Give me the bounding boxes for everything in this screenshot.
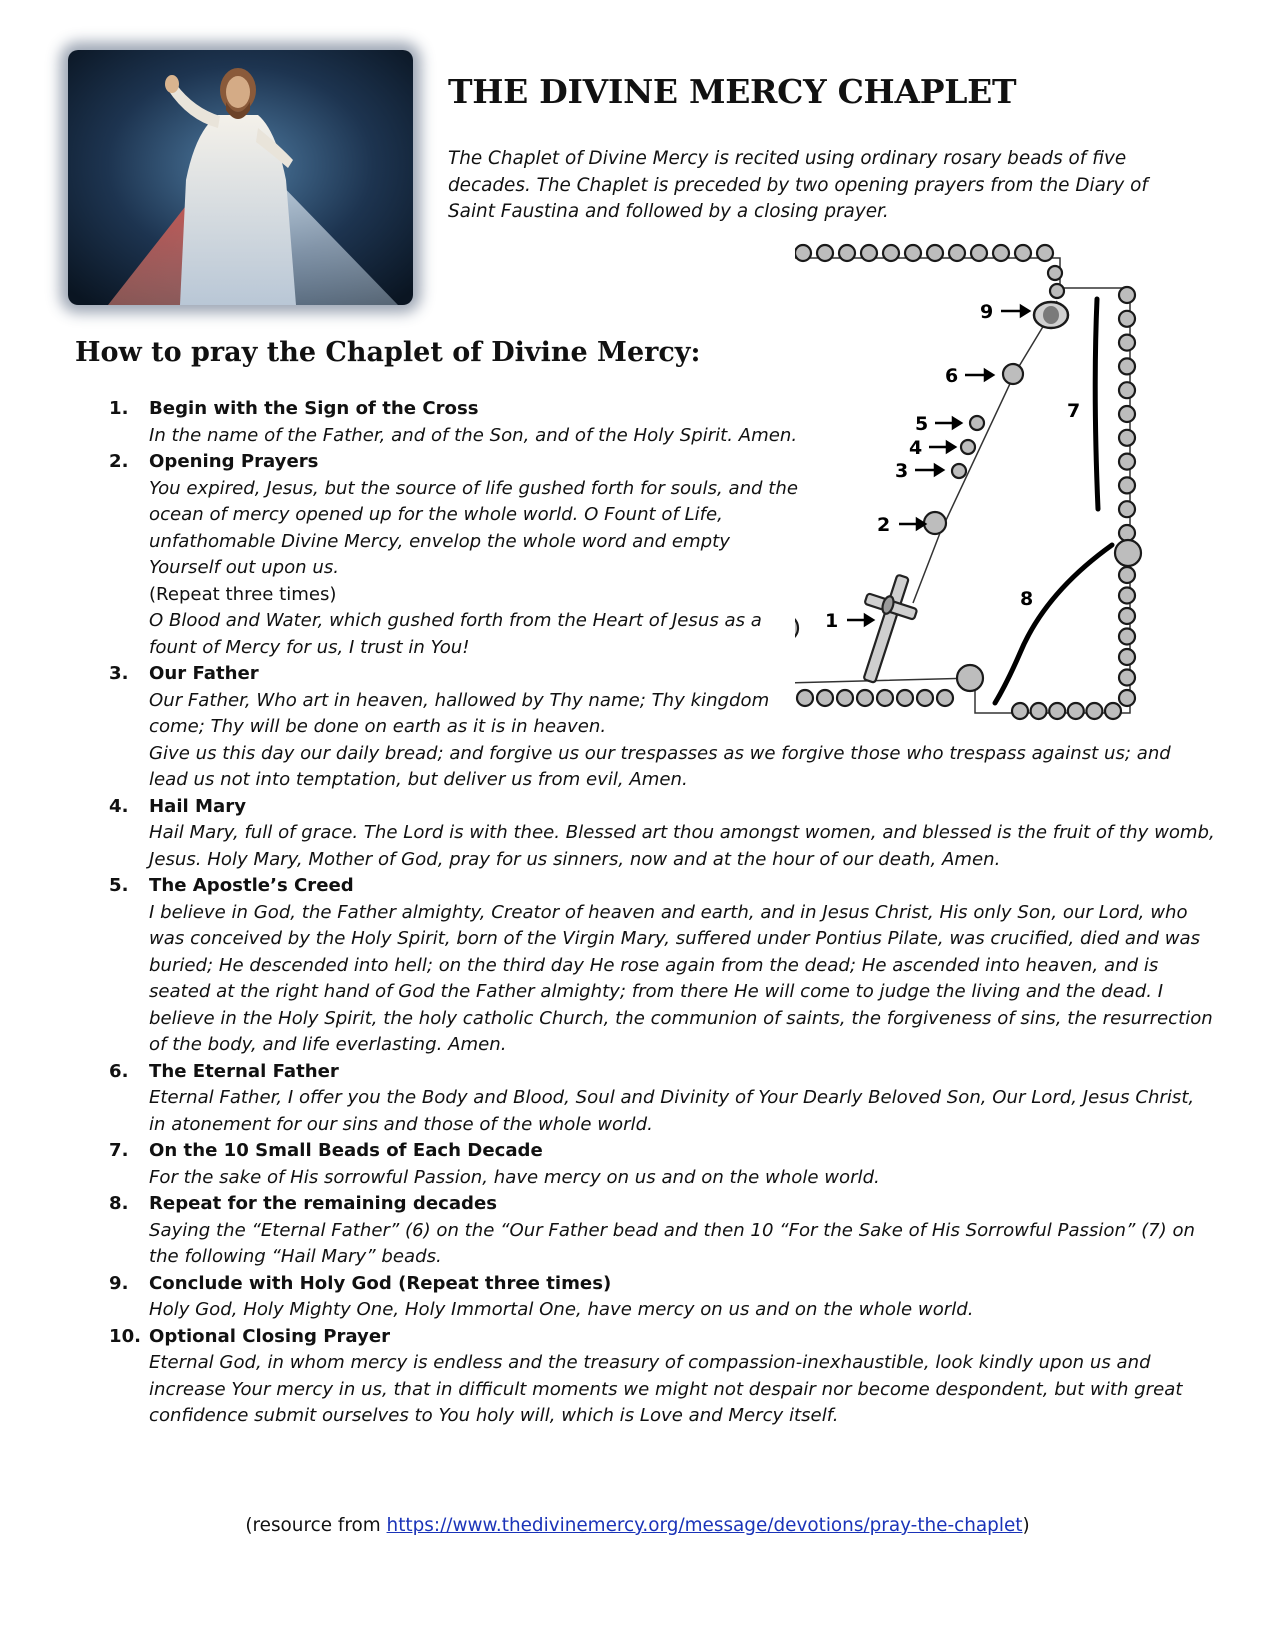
rosary-label-8: 8 [1020, 588, 1034, 610]
rosary-bead [883, 245, 899, 261]
rosary-label-4: 4 [909, 437, 923, 459]
step-heading: Repeat for the remaining decades [149, 1193, 498, 1214]
rosary-bead [905, 245, 921, 261]
page-title: THE DIVINE MERCY CHAPLET [448, 72, 1017, 111]
step-number: 2. [109, 451, 129, 472]
step-item [105, 1059, 1215, 1139]
rosary-label-7: 7 [1067, 400, 1081, 422]
step-heading: Optional Closing Prayer [149, 1325, 391, 1347]
step-text: Saying the “Eternal Father” (6) on the “Our Father bead and then 10 “For the Sake of His Sorrowful Passion” (7) on the following “Hail Mary” beads. [149, 1219, 1196, 1267]
step-text: Eternal God, in whom mercy is endless and the treasury of compassion-inexhaustible, look kindly upon us and increase Your mercy in us, that in difficult moments we might not despair nor become despondent, but with great confidence submit ourselves to You holy will, which is Love and Mercy itself. [149, 1352, 1183, 1426]
step-item [105, 1324, 1215, 1430]
source-link[interactable]: https://www.thedivinemercy.org/message/devotions/pray-the-chaplet [386, 1515, 1023, 1536]
rosary-bead [971, 245, 987, 261]
section-heading: How to pray the Chaplet of Divine Mercy: [75, 337, 701, 368]
step-text-2: Give us this day our daily bread; and forgive us our trespasses as we forgive those who trespass against us; and lead us not into temptation, but deliver us from evil, Amen. [149, 742, 1171, 790]
source-prefix: (resource from [245, 1515, 387, 1536]
step-item [105, 1138, 1215, 1191]
rosary-label-5: 5 [915, 413, 929, 435]
rosary-bead [1119, 358, 1135, 374]
step-number: 3. [109, 663, 129, 684]
step-heading: Conclude with Holy God (Repeat three times) [149, 1272, 612, 1294]
step-heading: Begin with the Sign of the Cross [149, 398, 479, 419]
rosary-bead [1037, 245, 1053, 261]
step-number: 8. [109, 1193, 129, 1214]
divine-mercy-image [68, 50, 413, 305]
steps-list [105, 396, 1215, 1430]
step-item [105, 794, 1215, 874]
step-text: Hail Mary, full of grace. The Lord is with thee. Blessed art thou amongst women, and blessed is the fruit of thy womb, Jesus. Holy Mary, Mother of God, pray for us sinners, now and at the hour of our death, Amen. [149, 822, 1215, 870]
step-item [105, 449, 1215, 661]
rosary-label-2: 2 [877, 514, 891, 536]
step-text: I believe in God, the Father almighty, Creator of heaven and earth, and in Jesus Christ, His only Son, our Lord, who was conceived by the Holy Spirit, born of the Virgin Mary, suffered under Pontius Pilate, was crucified, died and was buried; He descended into hell; on the third day He rose again from the dead; He ascended into heaven, and is seated at the right hand of God the Father almighty; from there He will come to judge the living and the dead. I believe in the Holy Spirit, the holy catholic Church, the communion of saints, the forgiveness of sins, the resurrection of the body, and life everlasting. Amen. [149, 901, 1213, 1055]
rosary-bead [861, 245, 877, 261]
step-note: (Repeat three times) [149, 583, 337, 605]
rosary-label-9: 9 [980, 301, 994, 323]
rosary-bead [795, 245, 811, 261]
rosary-bead [1003, 364, 1023, 384]
step-text-2: O Blood and Water, which gushed forth from the Heart of Jesus as a fount of Mercy for us, I trust in You! [149, 610, 762, 658]
rosary-bead [1048, 266, 1062, 280]
step-number: 7. [109, 1140, 129, 1161]
rosary-bead [1119, 311, 1135, 327]
rosary-bead [839, 245, 855, 261]
step-item [105, 1271, 1215, 1324]
step-text: For the sake of His sorrowful Passion, have mercy on us and on the whole world. [149, 1166, 880, 1188]
rosary-bead [927, 245, 943, 261]
rosary-bead [1119, 287, 1135, 303]
source-citation [0, 1515, 1275, 1536]
step-number: 4. [109, 795, 129, 817]
step-text: You expired, Jesus, but the source of life gushed forth for souls, and the ocean of mercy opened up for the whole world. O Fount of Life, unfathomable Divine Mercy, envelop the whole word and empty Yourself out upon us. [149, 477, 798, 578]
step-number: 9. [109, 1272, 129, 1294]
step-heading: Hail Mary [149, 795, 246, 817]
rosary-medal-center [1043, 306, 1059, 324]
rosary-bead [949, 245, 965, 261]
step-text: Our Father, Who art in heaven, hallowed by Thy name; Thy kingdom come; Thy will be done on earth as it is in heaven. [149, 689, 770, 737]
step-heading: Our Father [149, 663, 259, 684]
source-suffix: ) [1022, 1515, 1030, 1536]
step-heading: Opening Prayers [149, 451, 319, 472]
step-heading: The Eternal Father [149, 1060, 339, 1082]
rosary-label-3: 3 [895, 460, 909, 482]
step-heading: On the 10 Small Beads of Each Decade [149, 1140, 543, 1161]
intro-paragraph: The Chaplet of Divine Mercy is recited using ordinary rosary beads of five decades. The Chaplet is preceded by two opening prayers from the Diary of Saint Faustina and followed by a closing prayer. [448, 148, 1148, 222]
step-item [105, 396, 1215, 449]
rosary-bead [817, 245, 833, 261]
rosary-label-1: 1 [825, 610, 839, 632]
rosary-bead [1015, 245, 1031, 261]
step-number: 5. [109, 875, 129, 896]
rosary-bead [1050, 284, 1064, 298]
step-text: Holy God, Holy Mighty One, Holy Immortal One, have mercy on us and on the whole world. [149, 1299, 974, 1320]
rosary-bead [1119, 335, 1135, 351]
step-item [105, 873, 1215, 1059]
step-item [105, 1191, 1215, 1271]
step-number: 6. [109, 1060, 129, 1082]
step-text: Eternal Father, I offer you the Body and Blood, Soul and Divinity of Your Dearly Beloved Son, Our Lord, Jesus Christ, in atonement for our sins and those of the whole world. [149, 1087, 1195, 1135]
rosary-bead [993, 245, 1009, 261]
step-text: In the name of the Father, and of the Son, and of the Holy Spirit. Amen. [149, 424, 798, 446]
step-number: 1. [109, 398, 129, 419]
step-heading: The Apostle’s Creed [149, 875, 354, 896]
rosary-label-6: 6 [945, 365, 959, 387]
step-number: 10. [109, 1325, 142, 1347]
step-item [105, 661, 1215, 794]
